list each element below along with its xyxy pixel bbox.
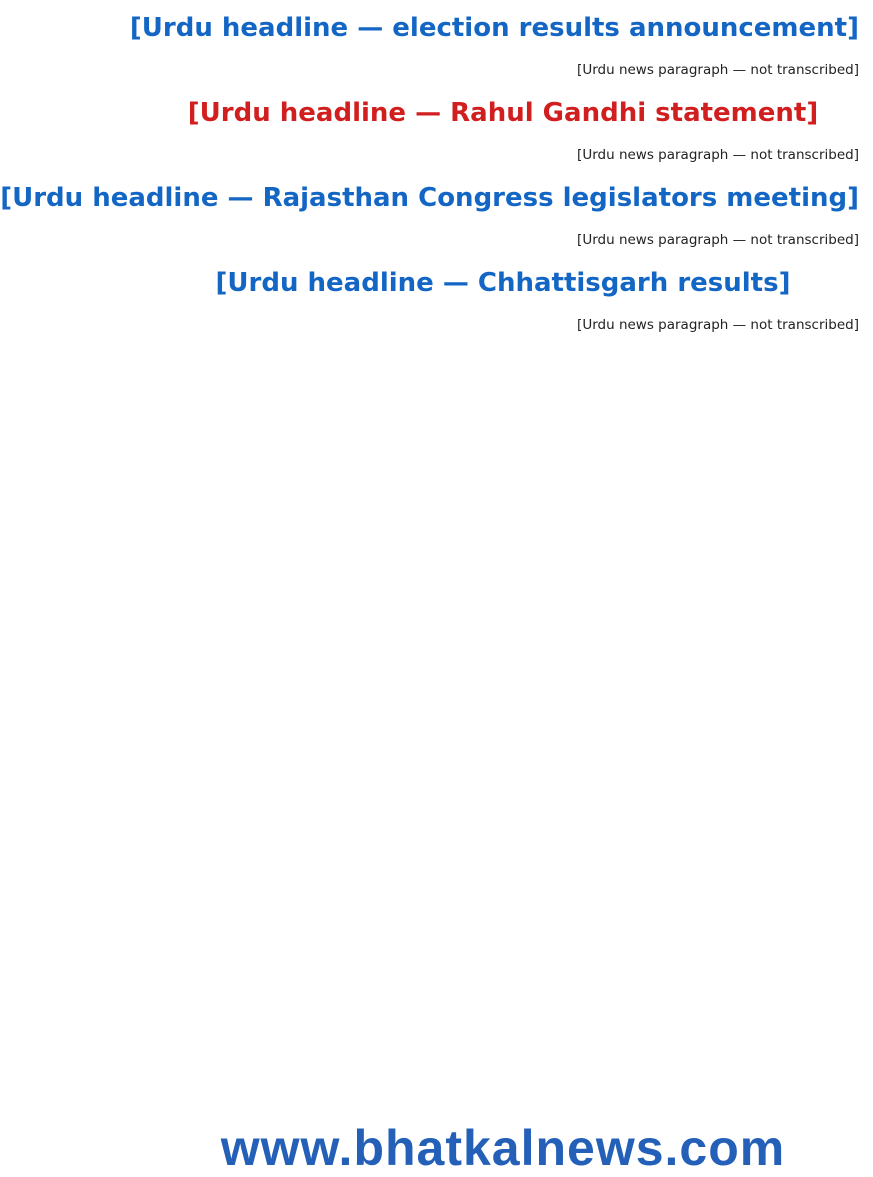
article-3-body: [Urdu news paragraph — not transcribed]	[577, 232, 859, 248]
article-4	[147, 261, 859, 346]
article-4-headline: [Urdu headline — Chhattisgarh results]	[215, 268, 791, 298]
article-3-headline: [Urdu headline — Rajasthan Congress legislators meeting]	[0, 183, 859, 213]
article-1-headline: [Urdu headline — election results announcement]	[129, 13, 859, 43]
site-url-link[interactable]: www.bhatkalnews.com	[220, 1120, 786, 1176]
article-2-body: [Urdu news paragraph — not transcribed]	[577, 147, 859, 163]
article-4-body: [Urdu news paragraph — not transcribed]	[577, 317, 859, 333]
article-1-body: [Urdu news paragraph — not transcribed]	[577, 62, 859, 78]
article-2-headline: [Urdu headline — Rahul Gandhi statement]	[187, 98, 819, 128]
article-2	[147, 91, 859, 176]
article-1	[129, 6, 859, 91]
footer	[147, 1119, 859, 1177]
article-3	[0, 176, 859, 261]
